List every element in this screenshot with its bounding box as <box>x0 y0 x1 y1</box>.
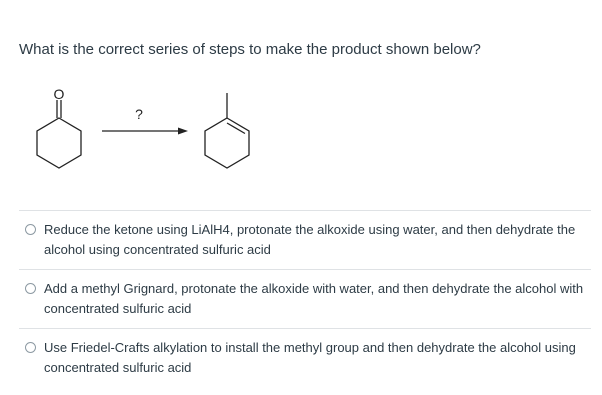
reaction-arrow <box>102 128 188 135</box>
answer-option-1[interactable] <box>19 211 591 269</box>
answer-text-1: Reduce the ketone using LiAlH4, protonate the alkoxide using water, and then dehydrate the alcohol using concentrated sulfuric acid <box>44 222 576 257</box>
oxygen-atom-label: O <box>53 86 65 102</box>
answer-option-2[interactable] <box>19 270 591 328</box>
answer-list <box>19 210 591 387</box>
answer-text-2: Add a methyl Grignard, protonate the alkoxide with water, and then dehydrate the alcohol with concentrated sulfuric acid <box>44 281 584 316</box>
radio-button-2[interactable] <box>25 283 36 294</box>
arrow-label: ? <box>135 106 143 122</box>
radio-button-1[interactable] <box>25 224 36 235</box>
reactant-cyclohexanone <box>37 100 81 168</box>
question-text: What is the correct series of steps to make the product shown below? <box>19 41 481 58</box>
radio-button-3[interactable] <box>25 342 36 353</box>
product-methylcyclohexene <box>205 93 249 168</box>
answer-option-3[interactable] <box>19 329 591 387</box>
answer-text-3: Use Friedel-Crafts alkylation to install the methyl group and then dehydrate the alcohol using concentrated sulfuric acid <box>44 340 576 375</box>
